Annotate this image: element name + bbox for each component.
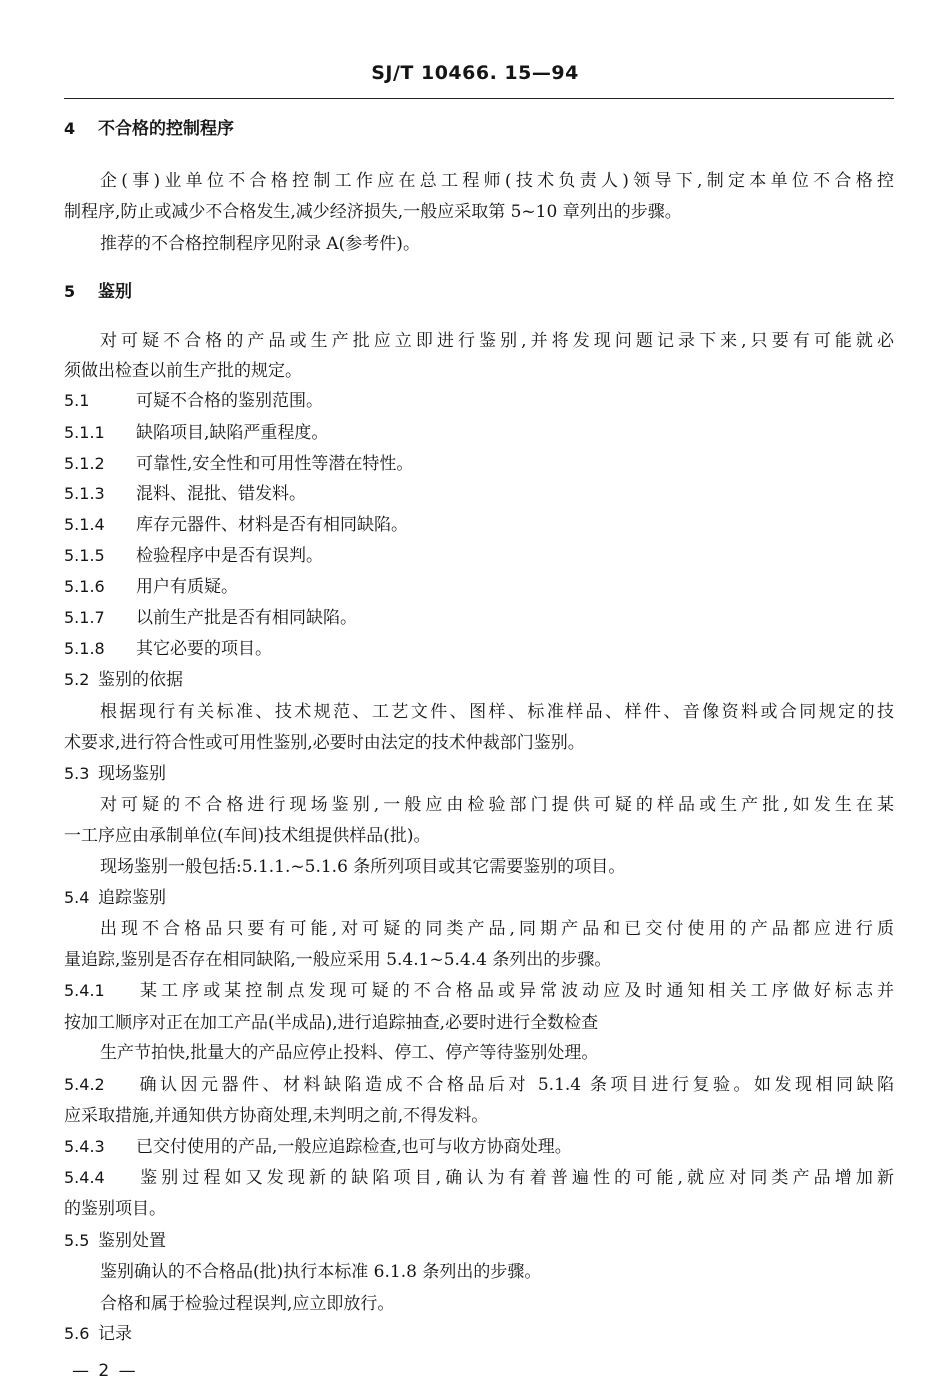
clause-5-3-line2: 一工序应由承制单位(车间)技术组提供样品(批)。 bbox=[64, 826, 431, 846]
clause-number: 5.1.3 bbox=[64, 484, 105, 503]
section-title: 不合格的控制程序 bbox=[98, 119, 234, 139]
clause-text: 混料、混批、错发料。 bbox=[136, 484, 306, 504]
clause-number: 5.3 bbox=[64, 764, 90, 783]
standard-code-header: SJ/T 10466. 15—94 bbox=[371, 62, 579, 84]
clause-title: 现场鉴别 bbox=[98, 764, 166, 784]
section-5-heading bbox=[64, 280, 132, 304]
clause-5-4-1-line3: 生产节拍快,批量大的产品应停止投料、停工、停产等待鉴别处理。 bbox=[100, 1043, 599, 1063]
clause-number: 5.4.4 bbox=[64, 1168, 105, 1187]
clause-number: 5.2 bbox=[64, 670, 90, 689]
clause-5-1-7 bbox=[64, 606, 357, 630]
clause-number: 5.1.7 bbox=[64, 608, 105, 627]
clause-number: 5.4.1 bbox=[64, 981, 105, 1000]
clause-text: 确认因元器件、材料缺陷造成不合格品后对 5.1.4 条项目进行复验。如发现相同缺陷 bbox=[136, 1075, 894, 1095]
section-4-heading bbox=[64, 117, 234, 141]
clause-5-5-para1: 鉴别确认的不合格品(批)执行本标准 6.1.8 条列出的步骤。 bbox=[100, 1262, 542, 1282]
clause-title: 追踪鉴别 bbox=[98, 888, 166, 908]
section-4-para1-line2: 制程序,防止或减少不合格发生,减少经济损失,一般应采取第 5~10 章列出的步骤。 bbox=[64, 202, 682, 222]
clause-number: 5.6 bbox=[64, 1324, 90, 1343]
clause-number: 5.1.4 bbox=[64, 515, 105, 534]
section-5-para1-line1: 对可疑不合格的产品或生产批应立即进行鉴别,并将发现问题记录下来,只要有可能就必 bbox=[100, 331, 894, 351]
clause-text: 已交付使用的产品,一般应追踪检查,也可与收方协商处理。 bbox=[136, 1137, 572, 1157]
clause-5-4-4-line1 bbox=[64, 1166, 894, 1190]
header-rule bbox=[64, 98, 894, 99]
clause-5-6-heading bbox=[64, 1322, 132, 1346]
clause-text: 可疑不合格的鉴别范围。 bbox=[136, 391, 323, 411]
clause-number: 5.4.3 bbox=[64, 1137, 105, 1156]
clause-number: 5.1.2 bbox=[64, 454, 105, 473]
clause-text: 检验程序中是否有误判。 bbox=[136, 546, 323, 566]
section-title: 鉴别 bbox=[98, 282, 132, 302]
clause-title: 记录 bbox=[98, 1324, 132, 1344]
clause-title: 鉴别的依据 bbox=[98, 670, 183, 690]
clause-text: 鉴别过程如又发现新的缺陷项目,确认为有着普遍性的可能,就应对同类产品增加新 bbox=[136, 1168, 894, 1188]
clause-5-2-line1: 根据现行有关标准、技术规范、工艺文件、图样、标准样品、样件、音像资料或合同规定的技 bbox=[100, 702, 894, 722]
clause-5-3-line1: 对可疑的不合格进行现场鉴别,一般应由检验部门提供可疑的样品或生产批,如发生在某 bbox=[100, 795, 894, 815]
section-5-para1-line2: 须做出检查以前生产批的规定。 bbox=[64, 361, 302, 381]
clause-5-2-line2: 术要求,进行符合性或可用性鉴别,必要时由法定的技术仲裁部门鉴别。 bbox=[64, 733, 585, 753]
clause-5-4-2-line2: 应采取措施,并通知供方协商处理,未判明之前,不得发料。 bbox=[64, 1106, 489, 1126]
clause-number: 5.4 bbox=[64, 888, 90, 907]
clause-5-4-line2: 量追踪,鉴别是否存在相同缺陷,一般应采用 5.4.1~5.4.4 条列出的步骤。 bbox=[64, 950, 612, 970]
clause-5-5-para2: 合格和属于检验过程误判,应立即放行。 bbox=[100, 1294, 395, 1314]
clause-text: 用户有质疑。 bbox=[136, 577, 238, 597]
clause-5-1-3 bbox=[64, 482, 306, 506]
clause-text: 库存元器件、材料是否有相同缺陷。 bbox=[136, 515, 408, 535]
clause-5-3-para2: 现场鉴别一般包括:5.1.1.~5.1.6 条所列项目或其它需要鉴别的项目。 bbox=[100, 857, 626, 877]
section-4-para1-line1: 企(事)业单位不合格控制工作应在总工程师(技术负责人)领导下,制定本单位不合格控 bbox=[100, 171, 894, 191]
clause-number: 5.1 bbox=[64, 391, 90, 410]
clause-text: 缺陷项目,缺陷严重程度。 bbox=[136, 423, 329, 443]
page-number: — 2 — bbox=[72, 1361, 138, 1381]
clause-5-4-1-line2: 按加工顺序对正在加工产品(半成品),进行追踪抽查,必要时进行全数检查 bbox=[64, 1013, 599, 1033]
clause-5-3-heading bbox=[64, 762, 166, 786]
clause-5-1-8 bbox=[64, 637, 272, 661]
clause-5-4-1-line1 bbox=[64, 979, 894, 1003]
clause-5-4-4-line2: 的鉴别项目。 bbox=[64, 1199, 166, 1219]
clause-number: 5.4.2 bbox=[64, 1075, 105, 1094]
clause-number: 5.1.5 bbox=[64, 546, 105, 565]
clause-5-1-5 bbox=[64, 544, 323, 568]
section-number: 5 bbox=[64, 282, 76, 301]
clause-title: 鉴别处置 bbox=[98, 1231, 166, 1251]
clause-5-4-heading bbox=[64, 886, 166, 910]
clause-5-4-2-line1 bbox=[64, 1073, 894, 1097]
clause-number: 5.1.6 bbox=[64, 577, 105, 596]
clause-5-4-3 bbox=[64, 1135, 572, 1159]
clause-text: 以前生产批是否有相同缺陷。 bbox=[136, 608, 357, 628]
clause-5-4-line1: 出现不合格品只要有可能,对可疑的同类产品,同期产品和已交付使用的产品都应进行质 bbox=[100, 919, 894, 939]
clause-number: 5.5 bbox=[64, 1231, 90, 1250]
clause-5-1-1 bbox=[64, 421, 328, 445]
section-4-para2: 推荐的不合格控制程序见附录 A(参考件)。 bbox=[100, 234, 420, 254]
clause-text: 可靠性,安全性和可用性等潜在特性。 bbox=[136, 454, 414, 474]
clause-5-2-heading bbox=[64, 668, 183, 692]
section-number: 4 bbox=[64, 119, 76, 138]
clause-5-1-6 bbox=[64, 575, 238, 599]
clause-text: 某工序或某控制点发现可疑的不合格品或异常波动应及时通知相关工序做好标志并 bbox=[136, 981, 894, 1001]
clause-text: 其它必要的项目。 bbox=[136, 639, 272, 659]
clause-5-1-2 bbox=[64, 452, 413, 476]
clause-5-1 bbox=[64, 389, 323, 413]
clause-5-1-4 bbox=[64, 513, 408, 537]
clause-number: 5.1.1 bbox=[64, 423, 105, 442]
clause-5-5-heading bbox=[64, 1229, 166, 1253]
clause-number: 5.1.8 bbox=[64, 639, 105, 658]
